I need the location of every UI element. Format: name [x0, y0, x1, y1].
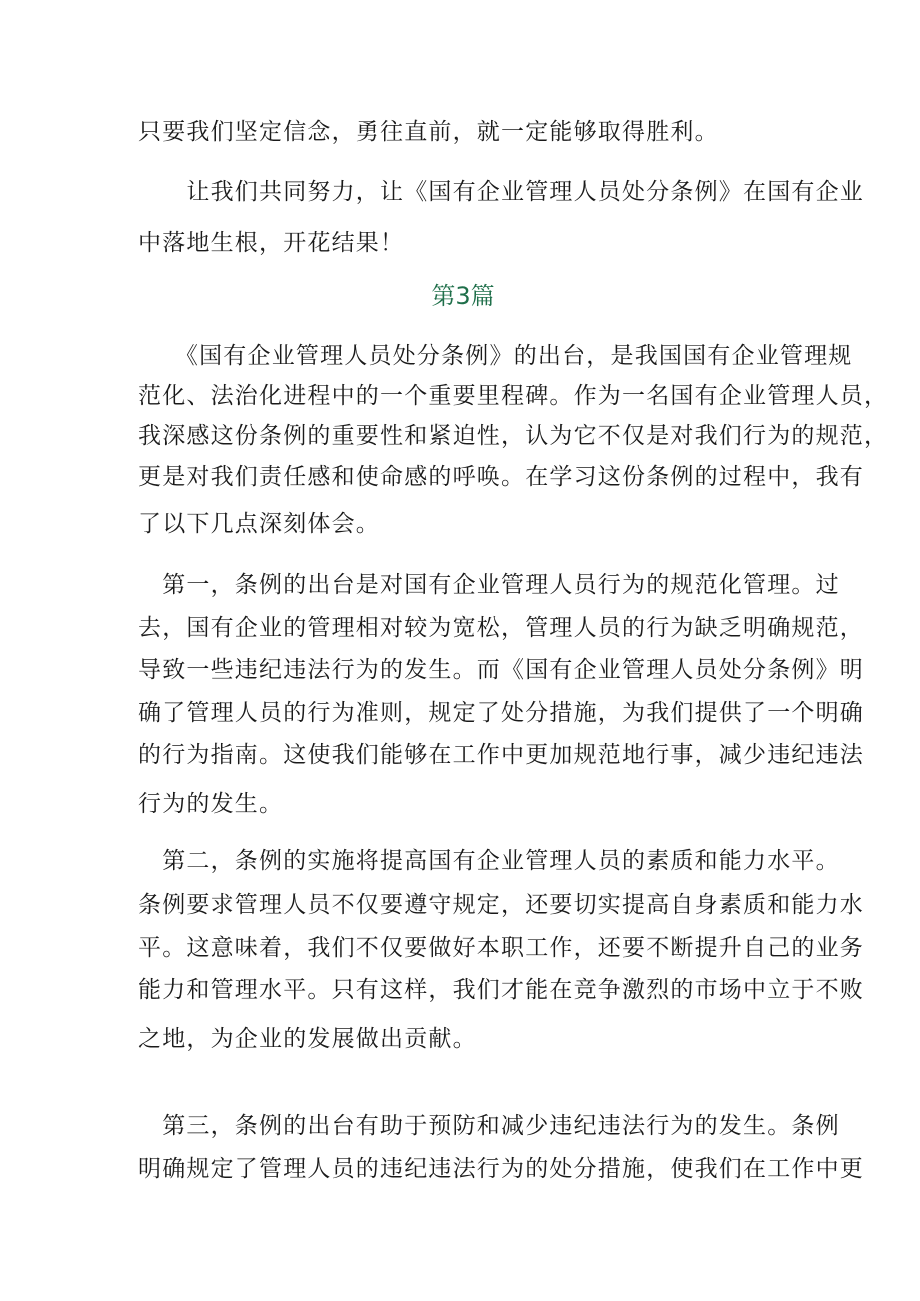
text-line: 更是对我们责任感和使命感的呼唤。在学习这份条例的过程中，我有: [138, 464, 864, 490]
text-line: 去，国有企业的管理相对较为宽松，管理人员的行为缺乏明确规范，: [138, 615, 864, 641]
text-line: 第二，条例的实施将提高国有企业管理人员的素质和能力水平。: [138, 848, 840, 874]
text-line: 第一，条例的出台是对国有企业管理人员行为的规范化管理。过: [138, 572, 840, 598]
text-line: 确了管理人员的行为准则，规定了处分措施，为我们提供了一个明确: [138, 700, 864, 726]
text-line: 明确规定了管理人员的违纪违法行为的处分措施，使我们在工作中更: [138, 1156, 864, 1182]
text-line: 只要我们坚定信念，勇往直前，就一定能够取得胜利。: [138, 119, 719, 145]
text-line: 了以下几点深刻体会。: [138, 511, 380, 537]
text-line: 平。这意味着，我们不仅要做好本职工作，还要不断提升自己的业务: [138, 935, 864, 961]
text-line: 中落地生根，开花结果！: [138, 230, 405, 256]
text-line: 《国有企业管理人员处分条例》的出台，是我国国有企业管理规: [138, 343, 853, 369]
text-line: 条例要求管理人员不仅要遵守规定，还要切实提高自身素质和能力水: [138, 892, 864, 918]
text-line: 导致一些违纪违法行为的发生。而《国有企业管理人员处分条例》明: [138, 657, 864, 683]
text-line: 之地，为企业的发展做出贡献。: [138, 1026, 477, 1052]
section-heading: 第3篇: [431, 282, 495, 310]
text-line: 我深感这份条例的重要性和紧迫性，认为它不仅是对我们行为的规范，: [138, 423, 889, 449]
text-line: 行为的发生。: [138, 791, 284, 817]
text-line: 让我们共同努力，让《国有企业管理人员处分条例》在国有企业: [138, 179, 864, 205]
text-line: 范化、法治化进程中的一个重要里程碑。作为一名国有企业管理人员，: [138, 383, 889, 409]
text-line: 的行为指南。这使我们能够在工作中更加规范地行事，减少违纪违法: [138, 742, 864, 768]
text-line: 第三，条例的出台有助于预防和减少违纪违法行为的发生。条例: [138, 1113, 840, 1139]
text-line: 能力和管理水平。只有这样，我们才能在竞争激烈的市场中立于不败: [138, 977, 864, 1003]
